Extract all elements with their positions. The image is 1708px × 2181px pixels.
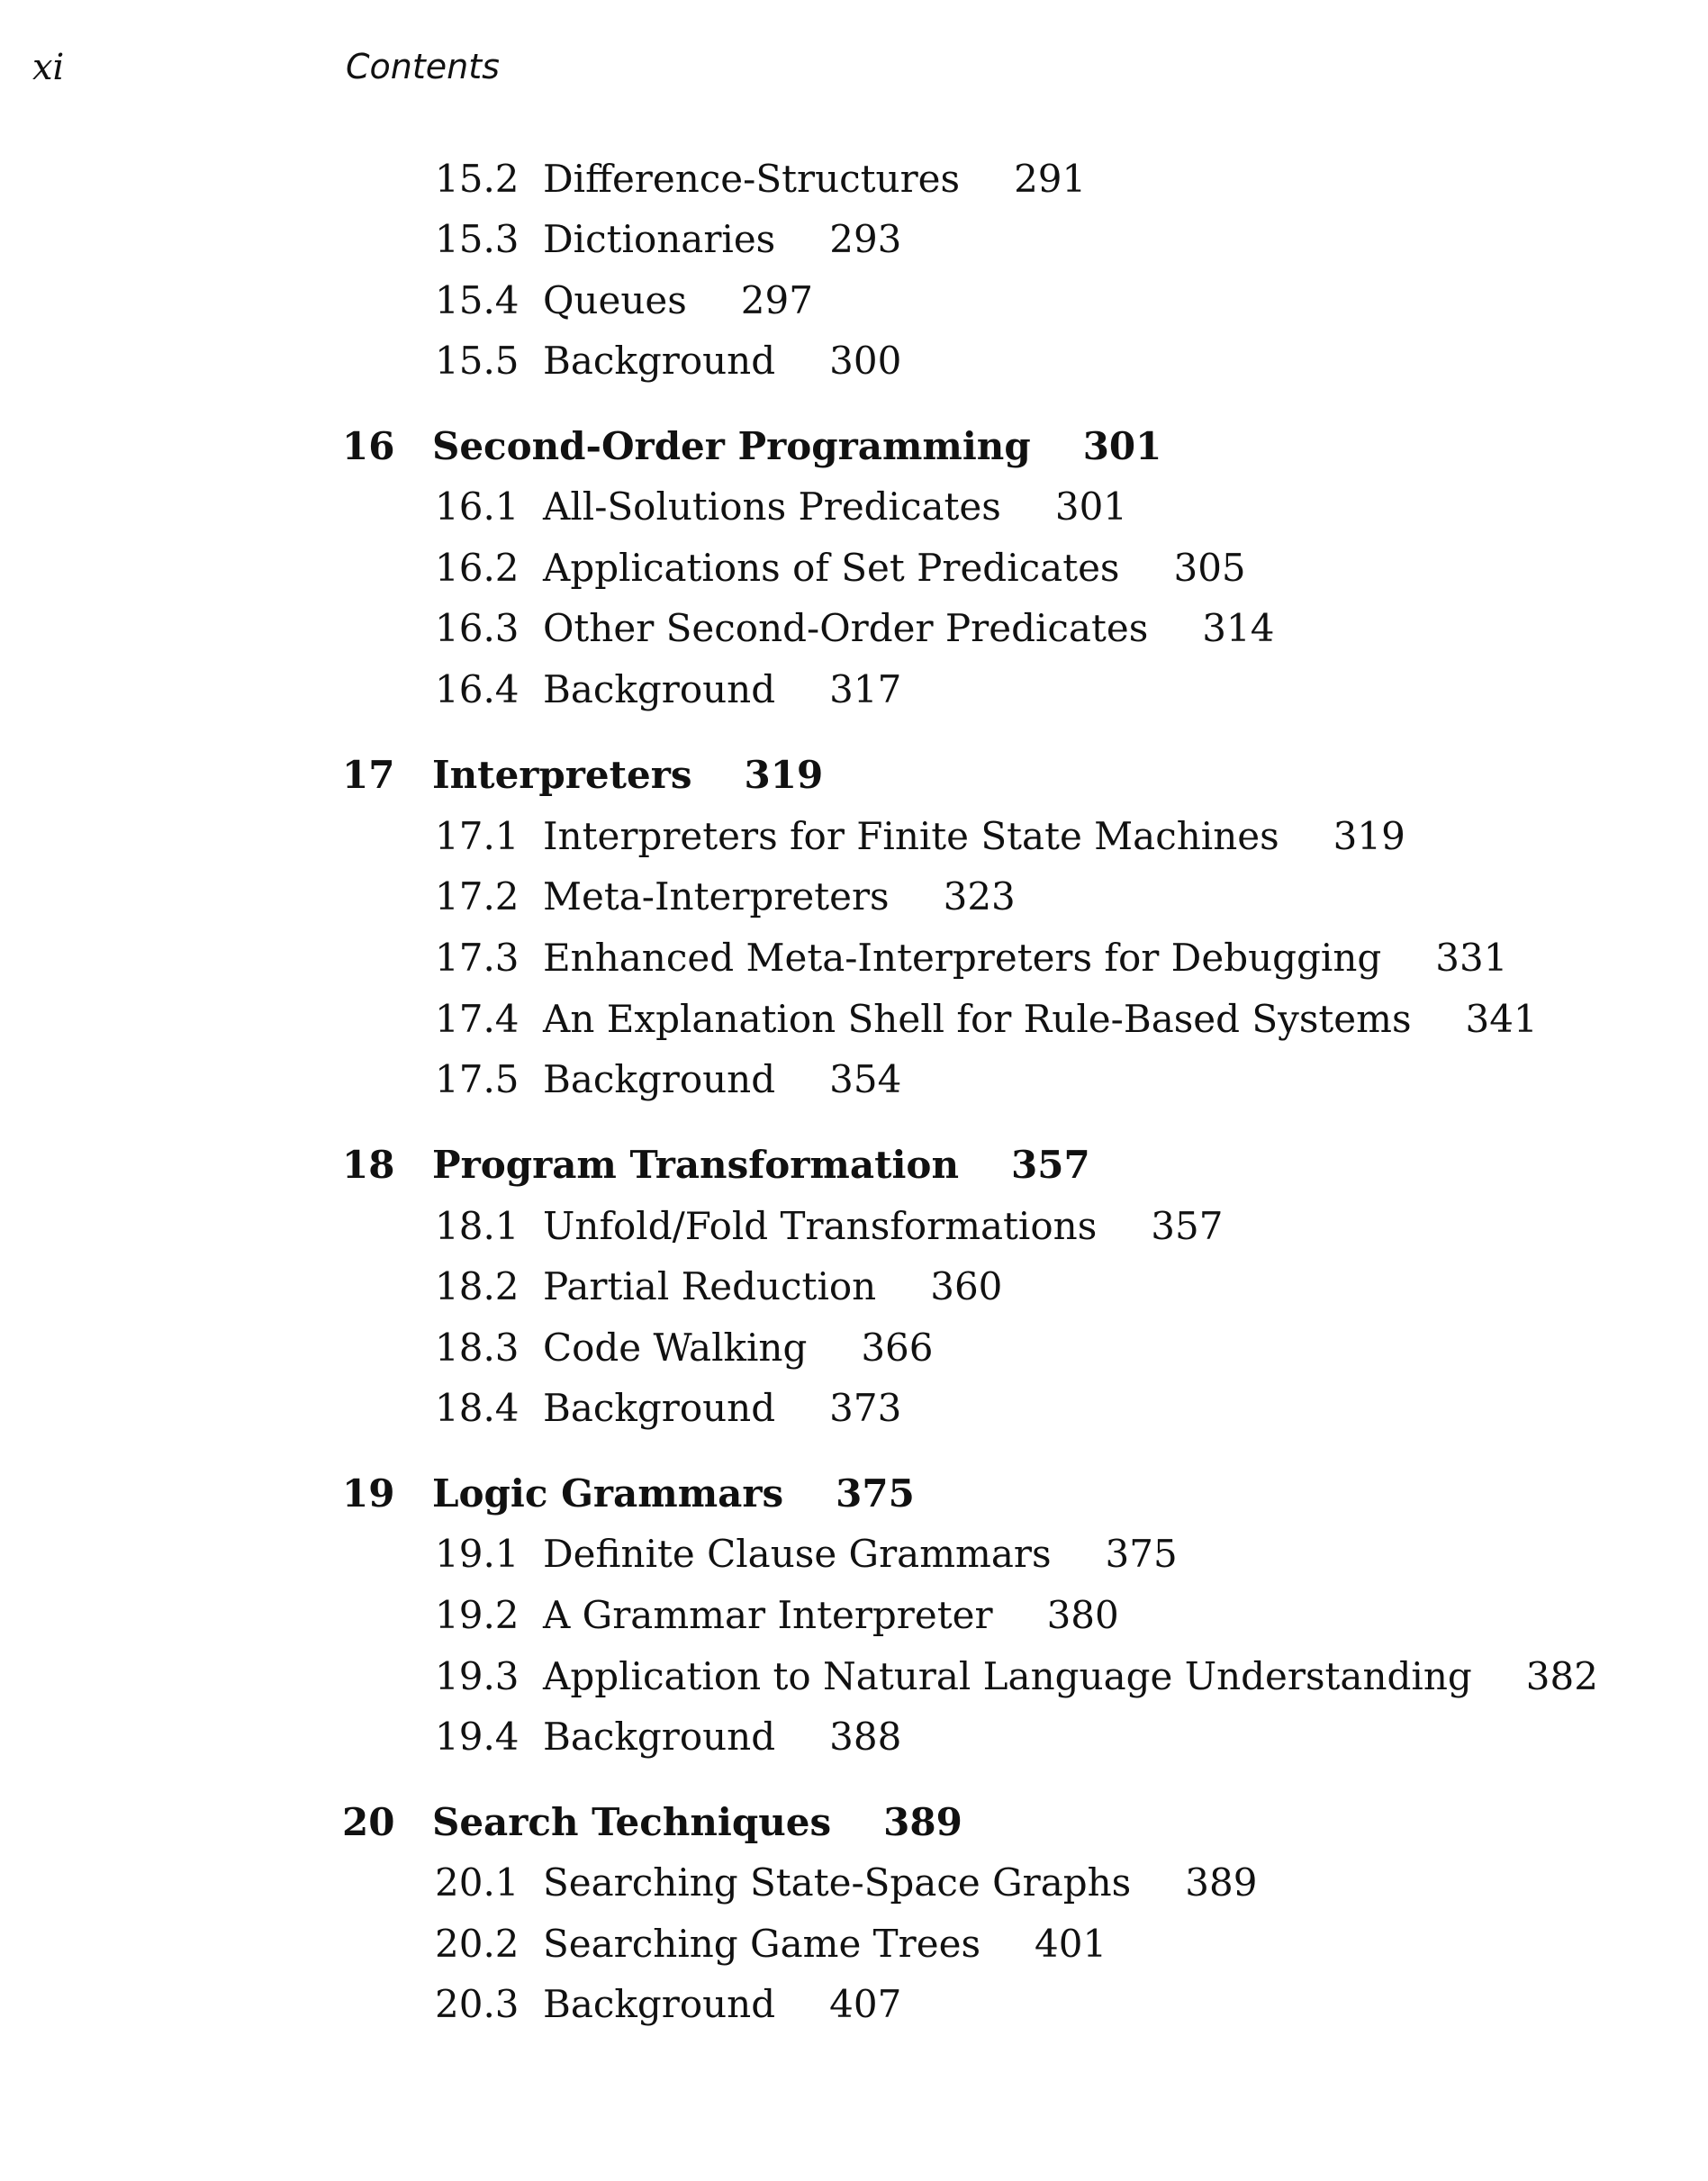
section-number: 15.4 [435, 278, 520, 322]
section-page: 314 [1202, 606, 1275, 650]
section-title: Code Walking [543, 1326, 808, 1370]
section-title: Difference-Structures [543, 157, 961, 201]
toc-section [435, 1860, 1258, 1905]
section-page: 360 [930, 1264, 1003, 1308]
section-title: Dictionaries [543, 217, 776, 261]
toc-section [435, 1982, 902, 2026]
page-number: xi [32, 47, 65, 88]
section-page: 354 [829, 1057, 902, 1101]
toc-section [435, 157, 1087, 201]
chapter-title: Program Transformation [432, 1143, 959, 1187]
chapter-title: Logic Grammars [432, 1471, 784, 1516]
section-title: Searching State-Space Graphs [543, 1860, 1132, 1905]
chapter-page: 357 [1011, 1143, 1090, 1187]
toc-chapter [342, 1800, 962, 1844]
section-title: Interpreters for Finite State Machines [543, 814, 1279, 858]
toc-chapter [342, 1143, 1090, 1187]
toc-section [435, 997, 1538, 1041]
chapter-title: Interpreters [432, 753, 692, 797]
running-head: Contents [346, 47, 500, 86]
section-page: 293 [829, 217, 902, 261]
section-title: Other Second-Order Predicates [543, 606, 1149, 650]
chapter-number: 18 [342, 1143, 395, 1187]
section-page: 341 [1465, 997, 1538, 1041]
section-page: 375 [1105, 1532, 1178, 1576]
section-title: Background [543, 1057, 776, 1101]
section-page: 389 [1185, 1860, 1258, 1905]
section-title: Queues [543, 278, 687, 322]
toc-section [435, 606, 1275, 650]
toc-section [435, 278, 813, 322]
section-number: 17.3 [435, 936, 520, 980]
section-title: Background [543, 1715, 776, 1759]
chapter-number: 20 [342, 1800, 395, 1844]
section-page: 382 [1525, 1654, 1598, 1698]
chapter-number: 19 [342, 1471, 395, 1516]
section-number: 18.3 [435, 1326, 520, 1370]
section-title: Background [543, 1982, 776, 2026]
toc-chapter [342, 753, 824, 797]
section-page: 323 [943, 874, 1016, 919]
page-header [0, 47, 1708, 101]
toc-section [435, 936, 1508, 980]
toc-section [435, 874, 1016, 919]
section-number: 20.1 [435, 1860, 520, 1905]
toc-section [435, 1326, 934, 1370]
toc-section [435, 1593, 1119, 1637]
toc-chapter [342, 424, 1162, 468]
chapter-page: 319 [744, 753, 824, 797]
chapter-page: 389 [883, 1800, 962, 1844]
section-title: Background [543, 339, 776, 383]
toc-section [435, 1715, 902, 1759]
toc-section [435, 1922, 1107, 1966]
section-number: 17.1 [435, 814, 520, 858]
section-number: 18.4 [435, 1386, 520, 1430]
section-number: 19.2 [435, 1593, 520, 1637]
section-title: A Grammar Interpreter [543, 1593, 993, 1637]
toc-section [435, 484, 1128, 529]
chapter-page: 375 [836, 1471, 915, 1516]
toc-section [435, 217, 902, 261]
section-page: 317 [829, 667, 902, 711]
chapter-title: Second-Order Programming [432, 424, 1031, 468]
section-page: 373 [829, 1386, 902, 1430]
toc-section [435, 1264, 1003, 1308]
chapter-number: 17 [342, 753, 395, 797]
toc-section [435, 546, 1246, 590]
section-number: 18.2 [435, 1264, 520, 1308]
toc-section [435, 1057, 902, 1101]
section-title: Background [543, 1386, 776, 1430]
section-title: Enhanced Meta-Interpreters for Debugging [543, 936, 1382, 980]
section-number: 17.4 [435, 997, 520, 1041]
section-page: 297 [740, 278, 813, 322]
section-title: Searching Game Trees [543, 1922, 981, 1966]
toc-section [435, 814, 1405, 858]
section-number: 19.1 [435, 1532, 520, 1576]
section-number: 20.3 [435, 1982, 520, 2026]
section-page: 357 [1151, 1204, 1224, 1248]
toc-section [435, 1654, 1598, 1698]
section-page: 331 [1435, 936, 1508, 980]
section-title: Application to Natural Language Understanding [543, 1654, 1472, 1698]
section-number: 16.1 [435, 484, 520, 529]
toc-section [435, 1386, 902, 1430]
section-page: 380 [1046, 1593, 1119, 1637]
section-title: Unfold/Fold Transformations [543, 1204, 1098, 1248]
section-title: Partial Reduction [543, 1264, 877, 1308]
section-number: 15.2 [435, 157, 520, 201]
toc-section [435, 1204, 1224, 1248]
section-title: Meta-Interpreters [543, 874, 890, 919]
section-number: 16.2 [435, 546, 520, 590]
section-title: Definite Clause Grammars [543, 1532, 1052, 1576]
section-number: 17.2 [435, 874, 520, 919]
section-page: 301 [1054, 484, 1128, 529]
section-number: 15.3 [435, 217, 520, 261]
section-title: All-Solutions Predicates [543, 484, 1001, 529]
section-page: 291 [1014, 157, 1087, 201]
section-number: 16.4 [435, 667, 520, 711]
section-number: 17.5 [435, 1057, 520, 1101]
section-number: 20.2 [435, 1922, 520, 1966]
section-number: 16.3 [435, 606, 520, 650]
toc-section [435, 339, 902, 383]
section-page: 319 [1333, 814, 1405, 858]
section-title: Applications of Set Predicates [543, 546, 1120, 590]
section-page: 388 [829, 1715, 902, 1759]
chapter-number: 16 [342, 424, 395, 468]
section-page: 407 [829, 1982, 902, 2026]
section-number: 18.1 [435, 1204, 520, 1248]
section-page: 305 [1173, 546, 1246, 590]
toc-section [435, 667, 902, 711]
section-page: 300 [829, 339, 902, 383]
chapter-page: 301 [1082, 424, 1162, 468]
section-number: 19.4 [435, 1715, 520, 1759]
section-page: 401 [1035, 1922, 1107, 1966]
toc-section [435, 1532, 1178, 1576]
chapter-title: Search Techniques [432, 1800, 832, 1844]
section-number: 15.5 [435, 339, 520, 383]
section-page: 366 [861, 1326, 934, 1370]
section-title: An Explanation Shell for Rule-Based Systems [543, 997, 1412, 1041]
section-title: Background [543, 667, 776, 711]
toc-chapter [342, 1471, 915, 1516]
section-number: 19.3 [435, 1654, 520, 1698]
